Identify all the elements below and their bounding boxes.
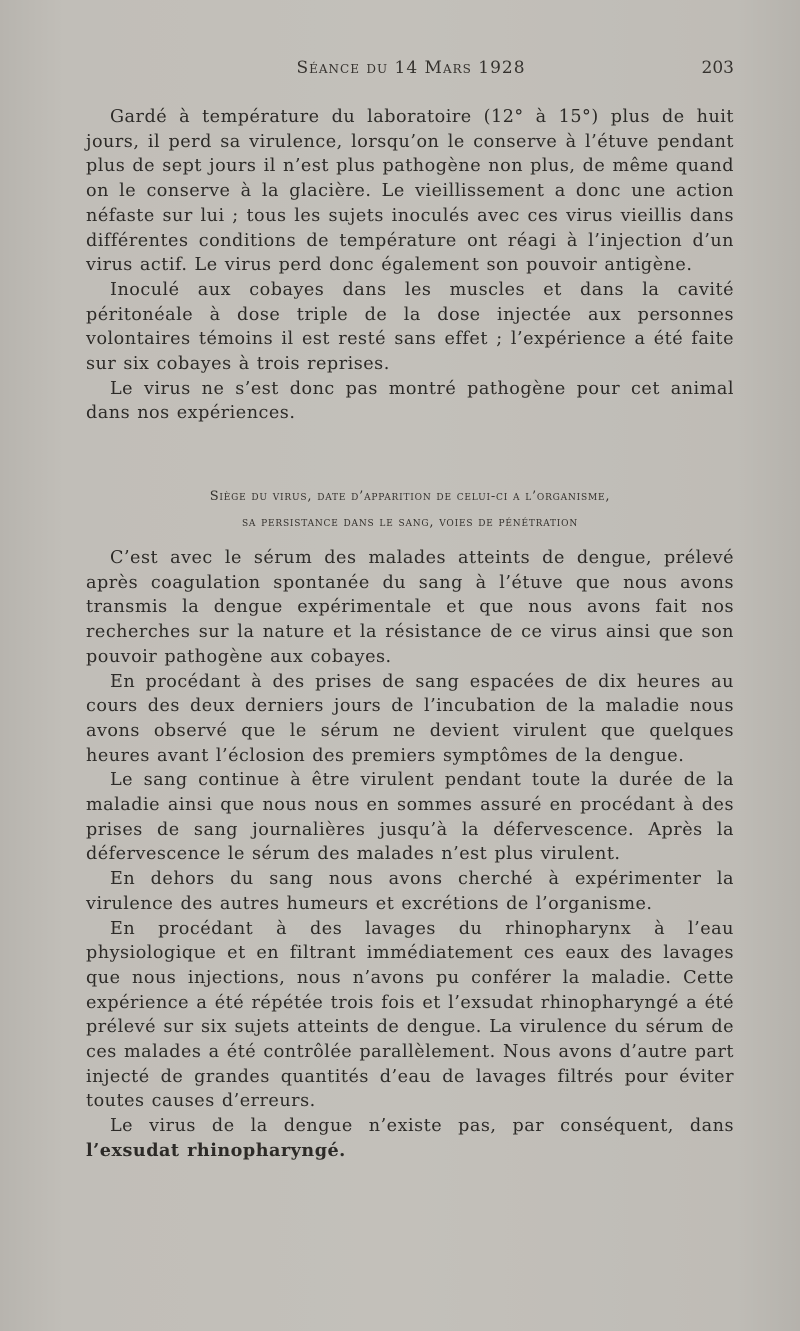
running-head	[88, 58, 734, 88]
paragraph: Inoculé aux cobayes dans les muscles et dans la cavité péritonéale à dose triple de la dose injectée aux personnes volontaires témoins il est resté sans effet ; l’expérience a été faite sur six cobayes à trois reprises.	[86, 279, 734, 375]
final-sentence: Le virus de la dengue n’existe pas, par conséquent, dans	[110, 1116, 734, 1137]
paragraph: C’est avec le sérum des malades atteints de dengue, prélevé après coagulation spontanée du sang à l’étuve que nous avons transmis la dengue expérimentale et que nous avons fait nos recherches sur la nature et la résistance de ce virus ainsi que son pouvoir pathogène aux cobayes.	[86, 548, 734, 667]
paragraph: En dehors du sang nous avons cherché à expérimenter la virulence des autres humeurs et excrétions de l’organisme.	[86, 869, 734, 914]
running-title: Séance du 14 Mars 1928	[296, 58, 526, 78]
section-heading-line-1: Siège du virus, date d’apparition de celui-ci a l’organisme,	[209, 489, 611, 504]
paragraph-final	[86, 1114, 734, 1163]
section-2-body	[86, 546, 734, 1164]
paragraph: En procédant à des prises de sang espacées de dix heures au cours des deux derniers jours de l’incubation de la maladie nous avons observé que le sérum ne devient virulent que quelques heures avant l’éclosion des premiers symptômes de la dengue.	[86, 671, 734, 766]
section-heading-line-2: sa persistance dans le sang, voies de pénétration	[241, 515, 579, 530]
paragraph: Le sang continue à être virulent pendant toute la durée de la maladie ainsi que nous nous en sommes assuré en procédant à des prises de sang journalières jusqu’à la défervescence. Après la défervescence le sérum des malades n’est plus virulent.	[86, 770, 734, 865]
section-1-body	[86, 105, 734, 426]
final-sentence-bold: l’exsudat rhinopharyngé.	[86, 1139, 346, 1161]
section-heading	[86, 484, 734, 536]
paragraph: En procédant à des lavages du rhinopharynx à l’eau physiologique et en filtrant immédiatement ces eaux des lavages que nous injections, nous n’avons pu conférer la maladie. Cette expérience a été répétée trois fois et l’exsudat rhinopharyngé a été prélevé sur six sujets atteints de dengue. La virulence du sérum de ces malades a été contrôlée parallèlement. Nous avons d’autre part injecté de grandes quantités d’eau de lavages filtrés pour éviter toutes causes d’erreurs.	[86, 918, 734, 1112]
paragraph: Gardé à température du laboratoire (12° à 15°) plus de huit jours, il perd sa virulence, lorsqu’on le conserve à l’étuve pendant plus de sept jours il n’est plus pathogène non plus, de même quand on le conserve à la glacière. Le vieillissement a donc une action néfaste sur lui ; tous les sujets inoculés avec ces virus vieillis dans différentes conditions de température ont réagi à l’injection d’un virus actif. Le virus perd donc également son pouvoir antigène.	[86, 107, 734, 276]
page-number: 203	[701, 58, 734, 78]
paragraph: Le virus ne s’est donc pas montré pathogène pour cet animal dans nos expériences.	[86, 378, 734, 424]
